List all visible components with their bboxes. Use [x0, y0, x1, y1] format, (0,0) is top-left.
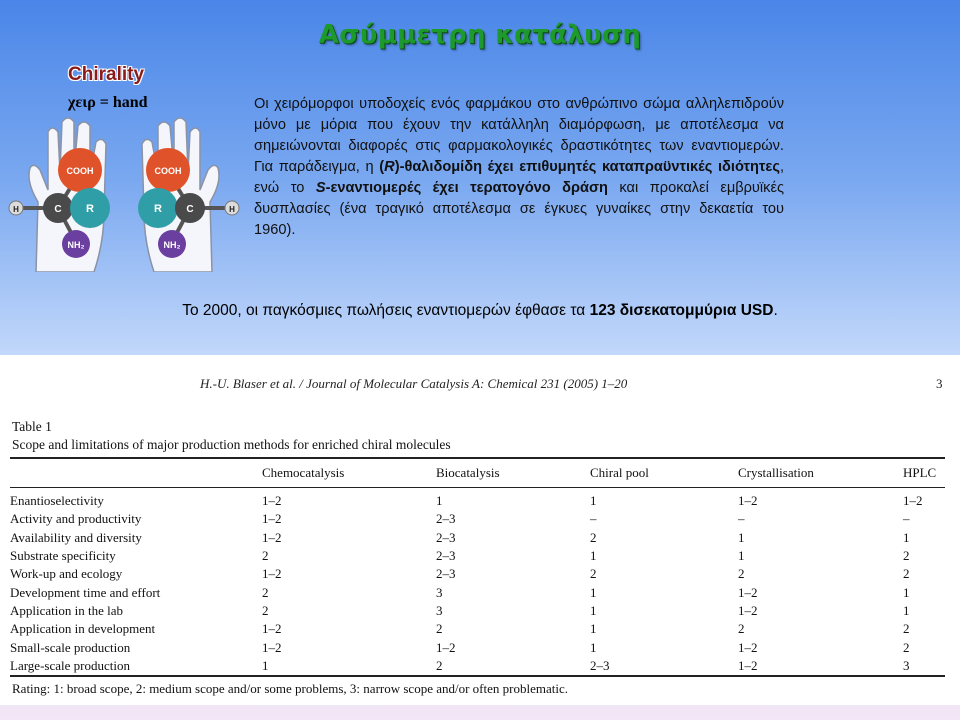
page-number: 3 [936, 376, 943, 391]
rating-cell: 1 [436, 493, 443, 509]
right-h-text: H [229, 205, 235, 214]
row-criterion-cell: Small-scale production [10, 639, 131, 655]
rating-cell: 1–2 [738, 602, 758, 618]
rating-cell: 2–3 [590, 657, 610, 673]
rating-cell: 2 [262, 584, 269, 600]
rating-cell: 1–2 [738, 584, 758, 600]
header-chiral-pool: Chiral pool [590, 465, 649, 480]
para-r-thalidomide: (R)-θαλιδομίδη έχει επιθυμητές καταπραϋντικές ιδιότητες [379, 159, 780, 175]
journal-header: H.-U. Blaser et al. / Journal of Molecular Catalysis A: Chemical 231 (2005) 1–20 [200, 376, 628, 391]
rating-cell: 1 [590, 602, 597, 618]
rating-cell: 1–2 [738, 657, 758, 673]
right-c-text: C [186, 204, 194, 215]
chirality-label: Chirality [68, 64, 145, 85]
rating-cell: 2 [903, 566, 910, 582]
rating-cell: 2 [903, 621, 910, 637]
right-r-text: R [154, 203, 162, 215]
rating-cell: 2 [262, 602, 269, 618]
table-row [10, 583, 945, 601]
rating-cell: 2–3 [436, 566, 456, 582]
rating-cell: 2 [903, 548, 910, 564]
left-cooh-text: COOH [66, 166, 94, 176]
rating-cell: 1–2 [738, 493, 758, 509]
rating-footnote: Rating: 1: broad scope, 2: medium scope and/or some problems, 3: narrow scope and/or often problematic. [12, 681, 568, 696]
rating-cell: 1 [903, 602, 910, 618]
rating-cell: 1–2 [262, 566, 282, 582]
rating-cell: 1 [590, 548, 597, 564]
body-paragraph [254, 94, 784, 241]
table-caption: Scope and limitations of major production methods for enriched chiral molecules [12, 437, 451, 452]
row-criterion-cell: Work-up and ecology [10, 566, 123, 582]
rating-cell: 1 [590, 493, 597, 509]
production-methods-table [10, 457, 945, 677]
chiral-hands-illustration [8, 112, 240, 272]
para-s-enantiomer [316, 180, 608, 196]
sales-statement [0, 302, 960, 320]
rating-cell: 2 [903, 639, 910, 655]
rating-cell: 2 [262, 548, 269, 564]
right-cooh-text: COOH [154, 166, 182, 176]
row-criterion-cell: Substrate specificity [10, 548, 116, 564]
rating-cell: 1 [590, 584, 597, 600]
rating-cell: 1–2 [262, 621, 282, 637]
rating-cell: 1–2 [262, 639, 282, 655]
row-criterion-cell: Enantioselectivity [10, 493, 104, 509]
rating-cell: 1 [590, 621, 597, 637]
rating-cell: – [590, 511, 597, 527]
para-bold-1: -θαλιδομίδη έχει επιθυμητές καταπραϋντικές ιδιότητες [399, 159, 780, 175]
para-s-letter: S [315, 180, 326, 196]
table-row [10, 547, 945, 565]
rating-cell: 2–3 [436, 548, 456, 564]
rating-cell: 1–2 [262, 511, 282, 527]
table-row [10, 657, 945, 676]
table-row [10, 620, 945, 638]
cheir-hand-caption: χειρ = hand [68, 94, 148, 111]
rating-cell: 2 [590, 566, 597, 582]
para-part-2: , ενώ το [254, 159, 784, 196]
table-row [10, 638, 945, 656]
rating-cell: 1–2 [262, 529, 282, 545]
rating-cell: 1 [590, 639, 597, 655]
rating-cell: 1 [262, 657, 269, 673]
rating-cell: 1 [903, 584, 910, 600]
table-label: Table 1 [12, 419, 52, 434]
para-part-1: Οι χειρόμορφοι υποδοχείς ενός φαρμάκου στο ανθρώπινο σώμα αλληλεπιδρούν μόνο με μόρια που έχουν την κατάλληλη διαμόρφωση, με αποτέλεσμα να σημειώνονται διαφορές στις φαρμακολογικές δραστικότητες των εναντιομερών. Για παράδειγμα, η [254, 96, 784, 175]
slide-title: Ασύμμετρη κατάλυση [318, 20, 642, 50]
header-crystallisation: Crystallisation [738, 465, 814, 480]
rating-cell: 3 [903, 657, 910, 673]
header-biocatalysis: Biocatalysis [436, 465, 500, 480]
journal-excerpt [0, 355, 960, 705]
left-nh2-text: NH₂ [67, 240, 85, 250]
rating-cell: 1–2 [436, 639, 456, 655]
rating-cell: 2–3 [436, 511, 456, 527]
table-row [10, 565, 945, 583]
para-r-letter: R [384, 159, 395, 175]
table-row [10, 529, 945, 547]
left-c-text: C [54, 204, 62, 215]
table-row [10, 488, 945, 511]
right-nh2-text: NH₂ [163, 240, 181, 250]
sales-amount: 123 δισεκατομμύρια USD [589, 302, 774, 319]
rating-cell: 1 [738, 529, 745, 545]
rating-cell: 2 [738, 566, 745, 582]
rating-cell: 1–2 [903, 493, 923, 509]
rating-cell: 2–3 [436, 529, 456, 545]
rating-cell: – [903, 511, 910, 527]
rating-cell: 2 [436, 657, 443, 673]
table-header-row [10, 458, 945, 488]
sales-prefix: Το 2000, οι παγκόσμιες πωλήσεις εναντιομερών έφθασε τα [182, 302, 590, 319]
rating-cell: 3 [436, 602, 443, 618]
row-criterion-cell: Application in the lab [10, 602, 124, 618]
left-h-text: H [13, 205, 19, 214]
rating-cell: 1–2 [738, 639, 758, 655]
rating-cell: 1 [903, 529, 910, 545]
left-r-text: R [86, 203, 94, 215]
row-criterion-cell: Availability and diversity [10, 529, 142, 545]
table-row [10, 602, 945, 620]
rating-cell: 2 [436, 621, 443, 637]
header-chemocatalysis: Chemocatalysis [262, 465, 345, 480]
header-hplc: HPLC [903, 465, 937, 480]
table-row [10, 510, 945, 528]
row-criterion-cell: Development time and effort [10, 584, 161, 600]
rating-cell: 2 [590, 529, 597, 545]
sales-suffix: . [773, 302, 778, 319]
rating-cell: – [738, 511, 745, 527]
para-part-3: και προκαλεί εμβρυϊκές δυσπλασίες (ένα τραγικό αποτέλεσμα σε έγκυες γυναίκες στην δεκαετία του 1960). [254, 180, 784, 238]
row-criterion-cell: Large-scale production [10, 657, 130, 673]
header-criterion [10, 458, 262, 488]
rating-cell: 1 [738, 548, 745, 564]
row-criterion-cell: Application in development [10, 621, 156, 637]
rating-cell: 1–2 [262, 493, 282, 509]
para-bold-2: -εναντιομερές έχει τερατογόνο δράση [325, 180, 608, 196]
rating-cell: 3 [436, 584, 443, 600]
rating-cell: 2 [738, 621, 745, 637]
row-criterion-cell: Activity and productivity [10, 511, 142, 527]
